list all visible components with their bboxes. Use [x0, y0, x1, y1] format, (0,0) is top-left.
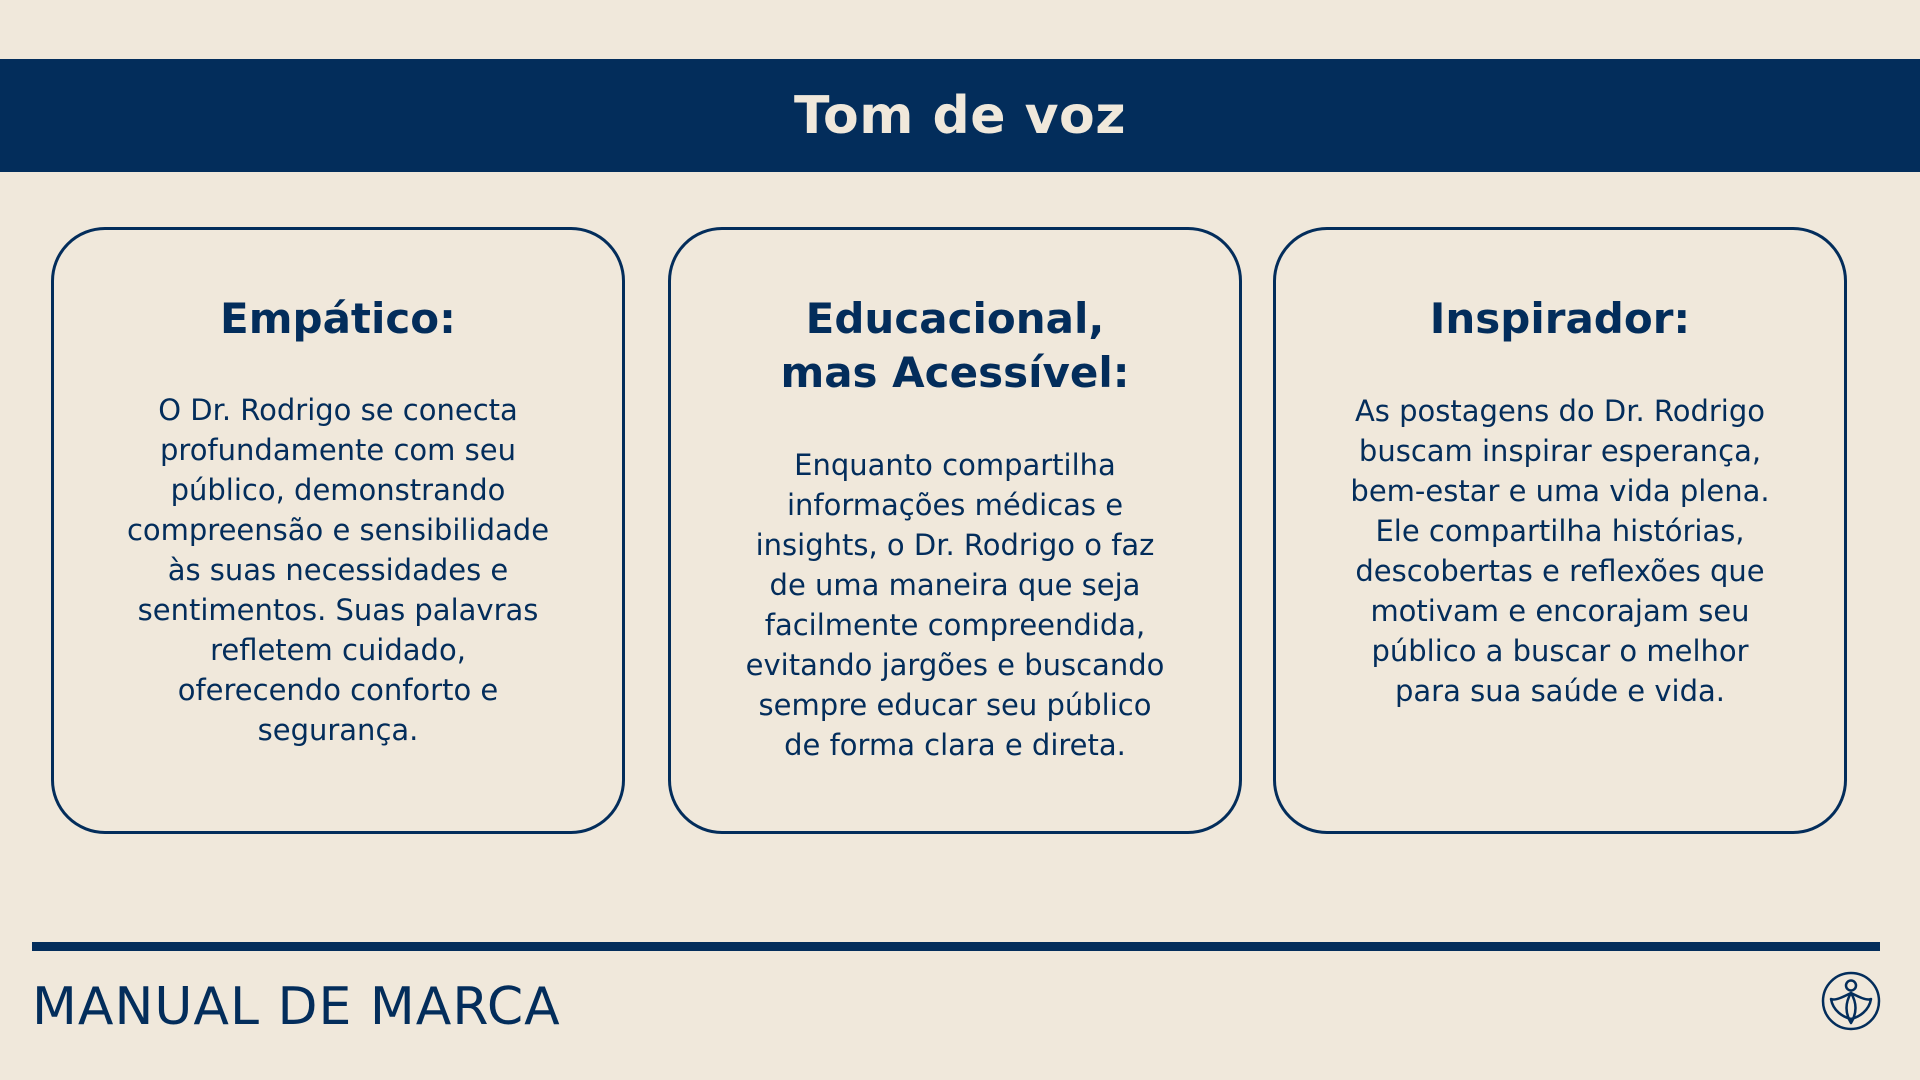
card-title — [671, 292, 1239, 400]
footer-label: MANUAL DE MARCA — [32, 977, 561, 1037]
card-title-line: Educacional, — [805, 294, 1105, 343]
card-body-line: sempre educar seu público — [758, 688, 1152, 722]
card-body-line: profundamente com seu — [160, 433, 516, 467]
page-title: Tom de voz — [793, 85, 1127, 146]
card-title-line: Empático: — [220, 294, 456, 343]
card-body-line: buscam inspirar esperança, — [1358, 434, 1762, 468]
card-body-line: de uma maneira que seja — [769, 568, 1141, 602]
card-title-line: Inspirador: — [1429, 294, 1691, 343]
card-body-line: público, demonstrando — [170, 473, 506, 507]
card-body-line: motivam e encorajam seu — [1370, 594, 1750, 628]
card-title-line: mas Acessível: — [780, 348, 1130, 397]
card-body — [1316, 391, 1804, 711]
footer-divider — [32, 942, 1880, 951]
card-body-line: descobertas e reflexões que — [1355, 554, 1765, 588]
brand-logo-icon — [1821, 971, 1881, 1031]
card-educacional — [668, 227, 1242, 834]
card-body-line: segurança. — [257, 713, 419, 747]
card-body-line: informações médicas e — [786, 488, 1124, 522]
card-body-line: oferecendo conforto e — [177, 673, 499, 707]
card-body-line: público a buscar o melhor — [1371, 634, 1749, 668]
card-body-line: As postagens do Dr. Rodrigo — [1354, 394, 1766, 428]
card-inspirador — [1273, 227, 1847, 834]
card-body-line: Enquanto compartilha — [794, 448, 1116, 482]
card-body — [94, 390, 582, 750]
card-body-line: compreensão e sensibilidade — [126, 513, 550, 547]
card-empatico — [51, 227, 625, 834]
card-body-line: sentimentos. Suas palavras — [137, 593, 539, 627]
card-body-line: bem-estar e uma vida plena. — [1350, 474, 1770, 508]
card-title — [1276, 292, 1844, 346]
card-body-line: O Dr. Rodrigo se conecta — [158, 393, 518, 427]
header-band — [0, 59, 1920, 172]
card-body-line: às suas necessidades e — [167, 553, 509, 587]
card-body-line: insights, o Dr. Rodrigo o faz — [755, 528, 1155, 562]
card-body-line: evitando jargões e buscando — [745, 648, 1165, 682]
card-title — [54, 292, 622, 346]
card-body-line: para sua saúde e vida. — [1395, 674, 1725, 708]
card-body-line: facilmente compreendida, — [764, 608, 1146, 642]
card-body-line: de forma clara e direta. — [784, 728, 1126, 762]
card-body — [711, 445, 1199, 765]
card-body-line: refletem cuidado, — [210, 633, 466, 667]
card-body-line: Ele compartilha histórias, — [1375, 514, 1745, 548]
